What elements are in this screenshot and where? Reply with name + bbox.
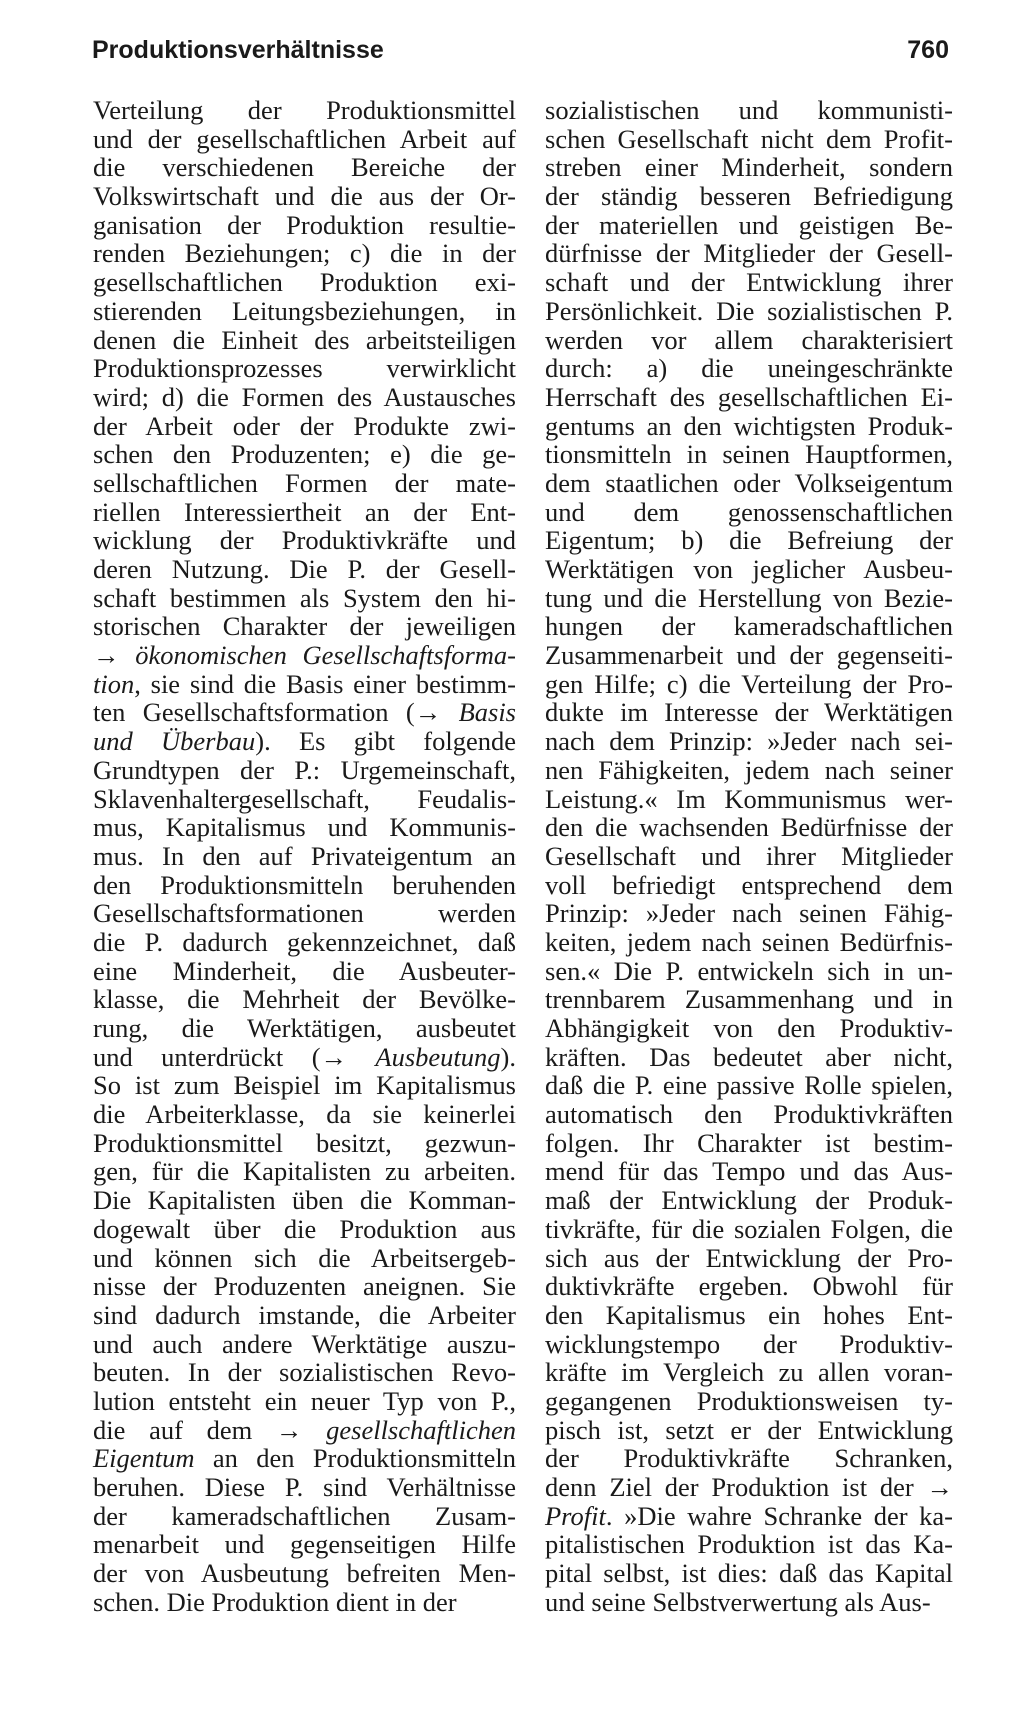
text-line: [545, 440, 953, 469]
text-segment: sellschaftlichen Formen der mate-: [93, 467, 516, 498]
text-line: [93, 1387, 516, 1416]
text-segment: riellen Interessiertheit an der Ent-: [93, 496, 516, 527]
text-line: [93, 125, 516, 154]
text-segment: sind dadurch imstande, die Arbeiter: [93, 1299, 516, 1330]
text-line: [93, 354, 516, 383]
text-line: [93, 1071, 516, 1100]
text-line: [93, 1157, 516, 1186]
text-line: [93, 1301, 516, 1330]
text-segment: Werktätigen von jeglicher Ausbeu-: [545, 554, 953, 584]
text-segment: an den Produktionsmitteln: [194, 1443, 516, 1474]
text-segment: schen den Produzenten; e) die ge-: [93, 439, 516, 470]
text-segment: klasse, die Mehrheit der Bevölke-: [93, 984, 516, 1015]
text-segment: Sklavenhaltergesellschaft, Feudalis-: [93, 783, 516, 814]
text-segment: Produktionsmittel besitzt, gezwun-: [93, 1127, 516, 1158]
text-segment: denen die Einheit des arbeitsteiligen: [93, 324, 516, 355]
text-segment: rung, die Werktätigen, ausbeutet: [93, 1013, 516, 1043]
text-line: [93, 641, 516, 670]
text-segment: ganisation der Produktion resultie-: [93, 209, 516, 240]
text-line: [545, 383, 953, 412]
text-segment: tivkräfte, für die sozialen Folgen, die: [545, 1213, 953, 1244]
text-line: [93, 526, 516, 555]
text-line: [93, 1416, 516, 1445]
text-segment: automatisch den Produktivkräften: [545, 1099, 953, 1130]
text-line: [545, 871, 953, 900]
text-line: [545, 1272, 953, 1301]
text-line: [545, 842, 953, 871]
text-line: [545, 326, 953, 355]
text-segment: pisch ist, setzt er der Entwicklung: [545, 1414, 953, 1445]
text-line: [545, 1530, 953, 1559]
text-line: [545, 469, 953, 498]
text-segment: Prinzip: »Jeder nach seinen Fähig-: [545, 898, 953, 929]
text-segment: sen.« Die P. entwickeln sich in un-: [545, 955, 953, 986]
text-line: [93, 928, 516, 957]
text-segment: ten Gesellschaftsformation (→: [93, 697, 459, 728]
text-segment: die Arbeiterklasse, da sie keinerlei: [93, 1099, 516, 1130]
text-segment: Zusammenarbeit und der gegenseiti-: [545, 640, 953, 671]
text-line: [545, 985, 953, 1014]
text-line: [93, 1530, 516, 1559]
text-segment: schaft und der Entwicklung ihrer: [545, 267, 953, 298]
text-segment: der Produktivkräfte Schranken,: [545, 1443, 953, 1474]
text-line: [93, 612, 516, 641]
text-segment: Leistung.« Im Kommunismus wer-: [545, 783, 953, 814]
text-line: [93, 1244, 516, 1273]
text-segment: den Produktionsmitteln beruhenden: [93, 869, 516, 900]
text-line: [545, 125, 953, 154]
text-line: [93, 383, 516, 412]
italic-cross-reference: gesellschaftlichen: [326, 1414, 516, 1445]
text-line: [93, 440, 516, 469]
text-line: [545, 612, 953, 641]
text-segment: dürfnisse der Mitglieder der Gesell-: [545, 238, 953, 269]
text-segment: Persönlichkeit. Die sozialistischen P.: [545, 295, 953, 326]
text-line: [545, 1071, 953, 1100]
text-line: [545, 268, 953, 297]
text-segment: gen Hilfe; c) die Verteilung der Pro-: [545, 668, 953, 699]
text-line: [545, 698, 953, 727]
text-segment: Grundtypen der P.: Urgemeinschaft,: [93, 754, 516, 785]
text-line: [93, 785, 516, 814]
text-segment: kräften. Das bedeutet aber nicht,: [545, 1041, 953, 1072]
text-line: [93, 469, 516, 498]
text-segment: ). Es gibt folgende: [255, 726, 516, 757]
text-line: [93, 813, 516, 842]
text-line: [545, 584, 953, 613]
text-segment: wird; d) die Formen des Austausches: [93, 381, 516, 412]
text-line: [545, 354, 953, 383]
text-line: [93, 1330, 516, 1359]
text-line: [545, 1473, 953, 1502]
text-segment: gegangenen Produktionsweisen ty-: [545, 1385, 953, 1416]
text-segment: Eigentum; b) die Befreiung der: [545, 525, 953, 556]
text-line: [93, 412, 516, 441]
text-segment: pitalistischen Produktion ist das Ka-: [545, 1529, 953, 1560]
text-line: [93, 1186, 516, 1215]
text-line: [93, 1473, 516, 1502]
text-segment: daß die P. eine passive Rolle spielen,: [545, 1070, 953, 1101]
text-line: [545, 1043, 953, 1072]
text-segment: ).: [500, 1041, 516, 1072]
text-line: [93, 670, 516, 699]
text-segment: . »Die wahre Schranke der ka-: [605, 1500, 953, 1531]
text-segment: dogewalt über die Produktion aus: [93, 1213, 516, 1244]
text-segment: schaft bestimmen als System den hi-: [93, 582, 516, 613]
text-segment: Abhängigkeit von den Produktiv-: [545, 1013, 953, 1043]
text-line: [545, 1014, 953, 1043]
text-segment: nach dem Prinzip: »Jeder nach sei-: [545, 726, 953, 757]
text-line: [93, 756, 516, 785]
text-segment: der Arbeit oder der Produkte zwi-: [93, 410, 516, 441]
text-line: [93, 498, 516, 527]
text-line: [93, 297, 516, 326]
left-text-column: [93, 96, 516, 1616]
text-line: [545, 239, 953, 268]
text-line: [93, 584, 516, 613]
text-line: [93, 1014, 516, 1043]
text-segment: duktivkräfte ergeben. Obwohl für: [545, 1271, 953, 1302]
italic-cross-reference: Basis: [458, 697, 516, 728]
text-line: [93, 1100, 516, 1129]
text-line: [93, 1272, 516, 1301]
text-segment: pital selbst, ist dies: daß das Kapital: [545, 1558, 953, 1589]
text-segment: stierenden Leitungsbeziehungen, in: [93, 295, 516, 326]
text-segment: beuten. In der sozialistischen Revo-: [93, 1357, 516, 1388]
text-segment: menarbeit und gegenseitigen Hilfe: [93, 1529, 516, 1560]
text-line: [545, 1358, 953, 1387]
text-segment: beruhen. Diese P. sind Verhältnisse: [93, 1472, 516, 1502]
text-segment: gen, für die Kapitalisten zu arbeiten.: [93, 1156, 516, 1187]
text-segment: dem staatlichen oder Volkseigentum: [545, 467, 953, 498]
text-segment: keiten, jedem nach seinen Bedürfnis-: [545, 926, 953, 957]
text-line: [545, 1100, 953, 1129]
text-segment: nen Fähigkeiten, jedem nach seiner: [545, 754, 953, 785]
text-line: [545, 641, 953, 670]
text-line: [545, 928, 953, 957]
text-line: [545, 412, 953, 441]
text-segment: der materiellen und geistigen Be-: [545, 209, 953, 240]
text-segment: So ist zum Beispiel im Kapitalismus: [93, 1070, 516, 1101]
text-segment: die verschiedenen Bereiche der: [93, 152, 516, 183]
text-segment: wicklungstempo der Produktiv-: [545, 1328, 953, 1359]
text-line: [545, 1444, 953, 1473]
text-segment: gesellschaftlichen Produktion exi-: [93, 267, 516, 298]
text-segment: denn Ziel der Produktion ist der →: [545, 1472, 953, 1502]
text-segment: die P. dadurch gekennzeichnet, daß: [93, 926, 516, 957]
text-line: [545, 813, 953, 842]
text-segment: die auf dem →: [93, 1414, 327, 1445]
text-line: [545, 1129, 953, 1158]
text-segment: folgen. Ihr Charakter ist bestim-: [545, 1127, 953, 1158]
text-segment: , sie sind die Basis einer bestimm-: [134, 668, 516, 699]
text-segment: Die Kapitalisten üben die Komman-: [93, 1185, 516, 1216]
page-title: Produktionsverhältnisse: [92, 36, 384, 64]
text-segment: voll befriedigt entsprechend dem: [545, 869, 953, 900]
text-line: [93, 899, 516, 928]
italic-cross-reference: → ökonomischen Gesellschaftsforma-: [93, 640, 516, 671]
text-segment: mus. In den auf Privateigentum an: [93, 840, 516, 871]
text-segment: dukte im Interesse der Werktätigen: [545, 697, 953, 728]
text-segment: hungen der kameradschaftlichen: [545, 611, 953, 642]
text-line: [545, 211, 953, 240]
italic-cross-reference: Eigentum: [93, 1443, 195, 1474]
text-line: [545, 297, 953, 326]
text-segment: durch: a) die uneingeschränkte: [545, 353, 953, 384]
text-line: [93, 1358, 516, 1387]
text-line: [93, 1502, 516, 1531]
text-line: [545, 785, 953, 814]
text-line: [545, 153, 953, 182]
text-segment: maß der Entwicklung der Produk-: [545, 1185, 953, 1216]
text-segment: mend für das Tempo und das Aus-: [545, 1156, 953, 1187]
text-segment: schen. Die Produktion dient in der: [93, 1586, 457, 1617]
text-segment: und der gesellschaftlichen Arbeit auf: [93, 123, 516, 154]
text-line: [545, 526, 953, 555]
text-line: [93, 985, 516, 1014]
text-line: [545, 727, 953, 756]
text-line: [93, 1559, 516, 1588]
text-line: [545, 1588, 953, 1617]
text-line: [93, 1043, 516, 1072]
text-line: [545, 555, 953, 584]
text-line: [545, 1157, 953, 1186]
text-segment: und können sich die Arbeitsergeb-: [93, 1242, 516, 1273]
text-segment: nisse der Produzenten aneignen. Sie: [93, 1271, 516, 1302]
text-segment: Verteilung der Produktionsmittel: [93, 95, 516, 125]
text-line: [93, 326, 516, 355]
text-segment: deren Nutzung. Die P. der Gesell-: [93, 554, 516, 584]
text-segment: renden Beziehungen; c) die in der: [93, 238, 516, 269]
text-segment: tung und die Herstellung von Bezie-: [545, 582, 953, 613]
italic-cross-reference: tion: [93, 668, 135, 699]
text-line: [93, 182, 516, 211]
text-line: [545, 1215, 953, 1244]
text-line: [545, 670, 953, 699]
text-line: [545, 1387, 953, 1416]
text-segment: der von Ausbeutung befreiten Men-: [93, 1558, 516, 1589]
text-segment: und unterdrückt (→: [93, 1041, 376, 1072]
text-segment: trennbarem Zusammenhang und in: [545, 984, 953, 1015]
text-line: [93, 1444, 516, 1473]
text-segment: eine Minderheit, die Ausbeuter-: [93, 955, 516, 986]
text-line: [545, 182, 953, 211]
running-head: [92, 36, 949, 70]
text-line: [93, 153, 516, 182]
text-segment: der kameradschaftlichen Zusam-: [93, 1500, 516, 1531]
text-segment: den die wachsenden Bedürfnisse der: [545, 812, 953, 843]
text-segment: Herrschaft des gesellschaftlichen Ei-: [545, 381, 953, 412]
italic-cross-reference: und Überbau: [93, 726, 256, 757]
text-line: [545, 1244, 953, 1273]
text-line: [93, 211, 516, 240]
text-segment: sich aus der Entwicklung der Pro-: [545, 1242, 953, 1273]
right-text-column: [545, 96, 953, 1616]
text-line: [545, 1502, 953, 1531]
text-line: [545, 1301, 953, 1330]
text-segment: und auch andere Werktätige auszu-: [93, 1328, 516, 1359]
text-line: [93, 1588, 516, 1617]
text-segment: und seine Selbstverwertung als Aus-: [545, 1586, 931, 1617]
text-segment: gentums an den wichtigsten Produk-: [545, 410, 953, 441]
text-segment: den Kapitalismus ein hohes Ent-: [545, 1299, 953, 1330]
text-segment: mus, Kapitalismus und Kommunis-: [93, 812, 516, 843]
text-line: [93, 957, 516, 986]
text-line: [545, 899, 953, 928]
text-line: [93, 698, 516, 727]
text-line: [545, 498, 953, 527]
text-line: [545, 1559, 953, 1588]
text-line: [545, 96, 953, 125]
text-segment: Volkswirtschaft und die aus der Or-: [93, 181, 516, 212]
text-line: [93, 1215, 516, 1244]
text-segment: Gesellschaft und ihrer Mitglieder: [545, 840, 953, 871]
text-line: [93, 842, 516, 871]
text-line: [545, 1186, 953, 1215]
text-segment: Produktionsprozesses verwirklicht: [93, 353, 516, 384]
text-segment: kräfte im Vergleich zu allen voran-: [545, 1357, 953, 1388]
text-segment: tionsmitteln in seinen Hauptformen,: [545, 439, 953, 470]
text-line: [93, 268, 516, 297]
text-segment: lution entsteht ein neuer Typ von P.,: [93, 1385, 516, 1416]
text-line: [93, 96, 516, 125]
page-number: 760: [907, 36, 949, 64]
text-line: [93, 1129, 516, 1158]
text-line: [545, 1416, 953, 1445]
italic-cross-reference: Profit: [545, 1500, 606, 1531]
text-segment: streben einer Minderheit, sondern: [545, 152, 953, 183]
italic-cross-reference: Ausbeutung: [375, 1041, 501, 1072]
text-line: [93, 727, 516, 756]
text-line: [93, 239, 516, 268]
text-segment: der ständig besseren Befriedigung: [545, 181, 953, 212]
text-line: [545, 756, 953, 785]
text-segment: storischen Charakter der jeweiligen: [93, 611, 516, 642]
text-segment: sozialistischen und kommunisti-: [545, 95, 953, 125]
text-segment: und dem genossenschaftlichen: [545, 496, 953, 527]
text-segment: Gesellschaftsformationen werden: [93, 898, 516, 929]
text-segment: schen Gesellschaft nicht dem Profit-: [545, 123, 953, 154]
text-line: [93, 871, 516, 900]
text-line: [93, 555, 516, 584]
text-line: [545, 1330, 953, 1359]
text-segment: wicklung der Produktivkräfte und: [93, 525, 516, 556]
text-line: [545, 957, 953, 986]
text-segment: werden vor allem charakterisiert: [545, 324, 953, 355]
